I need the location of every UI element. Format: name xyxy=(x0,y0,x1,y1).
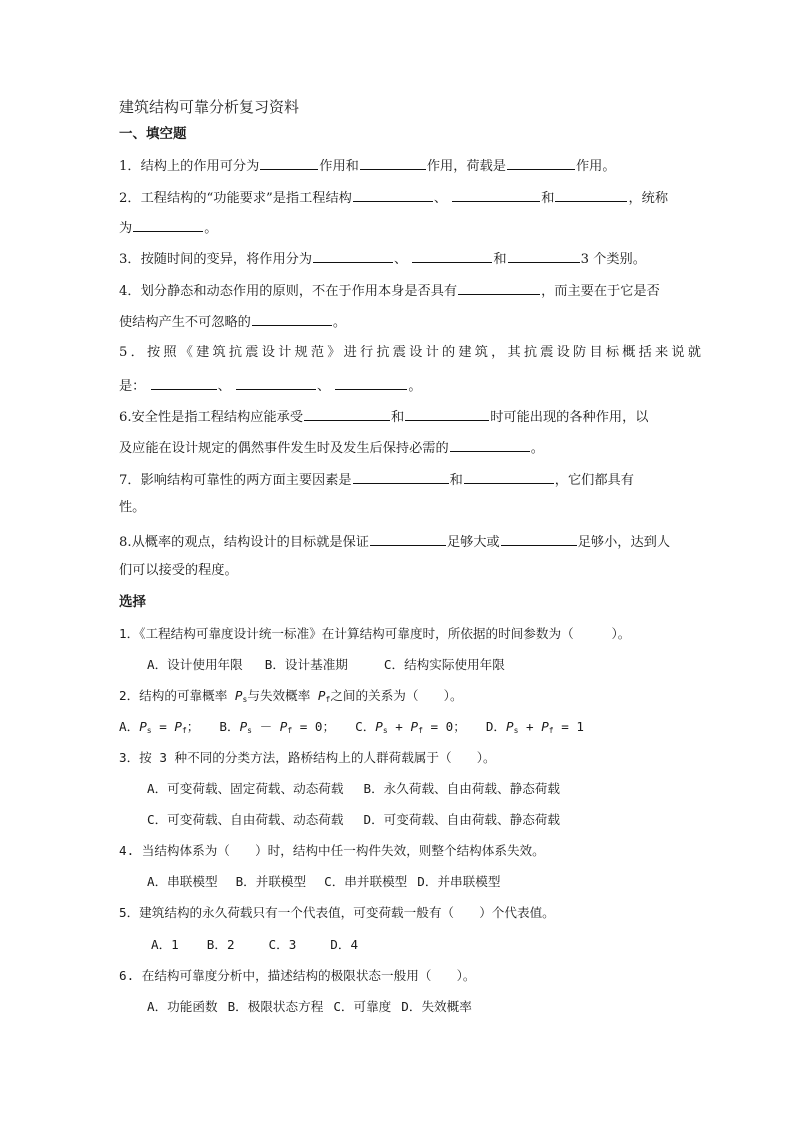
fill-question-7-cont xyxy=(119,499,145,517)
answer-blank[interactable] xyxy=(501,531,577,546)
question-text: 、 xyxy=(217,379,231,394)
answer-blank[interactable] xyxy=(555,187,627,202)
answer-blank[interactable] xyxy=(252,311,332,326)
question-text: 结构上的作用可分为 xyxy=(140,159,260,174)
option-c[interactable]: C．可靠度 xyxy=(333,999,392,1014)
fill-question-8-cont xyxy=(119,562,238,580)
question-text: 。 xyxy=(408,379,422,394)
option-b[interactable]: B．永久荷载、自由荷载、静态荷载 xyxy=(363,781,560,796)
question-text: ，统称 xyxy=(628,191,669,206)
answer-blank[interactable] xyxy=(335,375,407,390)
option-a[interactable]: A．功能函数 xyxy=(147,999,218,1014)
question-text: 性。 xyxy=(119,500,146,515)
choice-question-3: 3．按 3 种不同的分类方法，路桥结构上的人群荷载属于（ ）。 xyxy=(119,750,496,765)
option-d[interactable]: D．4 xyxy=(330,937,359,952)
choice-question-5: 5．建筑结构的永久荷载只有一个代表值，可变荷载一般有（ ）个代表值。 xyxy=(119,905,555,920)
choice-question-3-options-row-1 xyxy=(147,780,560,798)
symbol-p: P xyxy=(234,688,243,703)
question-text: 是： xyxy=(119,379,146,394)
choice-question-1: 1．《工程结构可靠度设计统一标准》在计算结构可靠度时，所依据的时间参数为（ ）。 xyxy=(119,626,631,641)
choice-question-2-options xyxy=(119,718,584,740)
choice-question-3-options-row-2 xyxy=(147,811,560,829)
question-text: 2．结构的可靠概率 xyxy=(119,688,235,703)
question-number: 5． xyxy=(119,345,147,360)
question-text: ，而主要在于它是否 xyxy=(541,284,660,299)
question-text: 按照《建筑抗震设计规范》进行抗震设计的建筑，其抗震设防目标概括来说就 xyxy=(146,345,705,360)
question-text: 工程结构的“功能要求”是指工程结构 xyxy=(140,191,352,206)
option-c[interactable]: C．结构实际使用年限 xyxy=(383,657,505,672)
question-text: 3 个类别。 xyxy=(580,252,646,267)
option-c[interactable]: C．串并联模型 xyxy=(324,874,408,889)
question-number: 4． xyxy=(119,284,141,299)
fill-question-8 xyxy=(119,531,670,552)
answer-blank[interactable] xyxy=(458,280,540,295)
question-text: 与失效概率 xyxy=(247,688,318,703)
fill-question-5-cont xyxy=(119,375,422,396)
question-text: 们可以接受的程度。 xyxy=(119,563,238,578)
question-text: 和 xyxy=(493,252,507,267)
answer-blank[interactable] xyxy=(370,531,446,546)
fill-question-6-cont xyxy=(119,437,544,458)
question-number: 3． xyxy=(119,252,141,267)
question-text: 从概率的观点，结构设计的目标就是保证 xyxy=(131,535,369,550)
question-text: 安全性是指工程结构应能承受 xyxy=(131,410,304,425)
subscript-s: s xyxy=(242,695,248,704)
answer-blank[interactable] xyxy=(508,248,580,263)
option-c[interactable]: C．3 xyxy=(268,937,297,952)
option-d[interactable]: D．$P_s + P_f = 1$ xyxy=(485,719,584,735)
question-text: 足够大或 xyxy=(446,535,500,550)
question-text: 划分静态和动态作用的原则，不在于作用本身是否具有 xyxy=(140,284,458,299)
answer-blank[interactable] xyxy=(133,217,203,232)
question-text: 、 xyxy=(433,191,448,206)
answer-blank[interactable] xyxy=(151,375,217,390)
option-b[interactable]: B．极限状态方程 xyxy=(227,999,324,1014)
question-text: ，它们都具有 xyxy=(554,473,634,488)
question-number: 1． xyxy=(119,159,141,174)
choice-question-4-options xyxy=(147,873,500,891)
fill-question-1 xyxy=(119,155,616,176)
section-heading-fill-in: 一、填空题 xyxy=(119,126,187,142)
option-d[interactable]: D．并串联模型 xyxy=(417,874,501,889)
question-number: 2． xyxy=(119,191,141,206)
option-b[interactable]: B．设计基准期 xyxy=(264,657,348,672)
question-text: 、 xyxy=(394,252,408,267)
question-text: 足够小，达到人 xyxy=(577,535,671,550)
choice-question-6: 6. 在结构可靠度分析中，描述结构的极限状态一般用（ ）。 xyxy=(119,968,476,983)
question-text: 时可能出现的各种作用，以 xyxy=(490,410,649,425)
question-text: 影响结构可靠性的两方面主要因素是 xyxy=(140,473,352,488)
choice-question-4: 4. 当结构体系为（ ）时，结构中任一构件失效，则整个结构体系失效。 xyxy=(119,843,545,858)
option-a[interactable]: A．$P_s = P_f$； xyxy=(119,719,200,735)
answer-blank[interactable] xyxy=(412,248,492,263)
question-text: 、 xyxy=(316,379,331,394)
fill-question-3 xyxy=(119,248,646,269)
question-text: 作用，荷载是 xyxy=(426,159,506,174)
answer-blank[interactable] xyxy=(464,469,554,484)
fill-question-4 xyxy=(119,280,660,301)
question-number: 8. xyxy=(119,535,132,550)
section-heading-choice: 选择 xyxy=(119,594,146,610)
question-text: 作用。 xyxy=(575,159,616,174)
fill-question-4-cont xyxy=(119,311,346,332)
fill-question-2 xyxy=(119,187,697,208)
question-text: 和 xyxy=(449,473,463,488)
question-text: 和 xyxy=(391,410,405,425)
option-c[interactable]: C．可变荷载、自由荷载、动态荷载 xyxy=(147,812,344,827)
choice-question-6-options xyxy=(147,998,472,1016)
choice-question-2 xyxy=(119,687,463,709)
answer-blank[interactable] xyxy=(353,187,433,202)
option-a[interactable]: A．1 xyxy=(151,937,179,952)
question-text: 使结构产生不可忽略的 xyxy=(119,315,251,330)
subscript-f: f xyxy=(325,695,331,704)
answer-blank[interactable] xyxy=(304,406,390,421)
document-title: 建筑结构可靠分析复习资料 xyxy=(119,98,300,116)
answer-blank[interactable] xyxy=(260,155,318,170)
fill-question-2-cont xyxy=(119,217,217,238)
option-a[interactable]: A．可变荷载、固定荷载、动态荷载 xyxy=(147,781,344,796)
option-d[interactable]: D．失效概率 xyxy=(401,999,472,1014)
question-text: 作用和 xyxy=(319,159,359,174)
answer-blank[interactable] xyxy=(405,406,489,421)
option-b[interactable]: B．并联模型 xyxy=(235,874,307,889)
question-text: 按随时间的变异，将作用分为 xyxy=(140,252,313,267)
question-text: 。 xyxy=(332,315,347,330)
option-a[interactable]: A．串联模型 xyxy=(147,874,218,889)
option-b[interactable]: B．2 xyxy=(206,937,235,952)
fill-question-5 xyxy=(119,344,704,362)
question-text: 为 xyxy=(119,221,133,236)
answer-blank[interactable] xyxy=(450,437,530,452)
answer-blank[interactable] xyxy=(507,155,575,170)
option-d[interactable]: D．可变荷载、自由荷载、静态荷载 xyxy=(363,812,560,827)
choice-question-1-options xyxy=(147,656,505,674)
answer-blank[interactable] xyxy=(236,375,316,390)
answer-blank[interactable] xyxy=(452,187,540,202)
option-c[interactable]: C．$P_s + P_f = 0$； xyxy=(355,719,466,735)
choice-question-5-options xyxy=(151,936,358,954)
question-text: 之间的关系为（ ）。 xyxy=(330,688,463,703)
option-a[interactable]: A．设计使用年限 xyxy=(147,657,243,672)
answer-blank[interactable] xyxy=(353,469,449,484)
answer-blank[interactable] xyxy=(313,248,393,263)
fill-question-6 xyxy=(119,406,648,427)
question-text: 和 xyxy=(541,191,555,206)
question-text: 。 xyxy=(204,221,218,236)
option-b[interactable]: B．$P_s - P_f = 0$； xyxy=(219,719,336,735)
symbol-p: P xyxy=(317,688,326,703)
question-number: 7． xyxy=(119,473,141,488)
answer-blank[interactable] xyxy=(360,155,426,170)
question-text: 。 xyxy=(530,441,544,456)
question-text: 及应能在设计规定的偶然事件发生时及发生后保持必需的 xyxy=(119,441,449,456)
fill-question-7 xyxy=(119,469,634,490)
question-number: 6. xyxy=(119,410,132,425)
